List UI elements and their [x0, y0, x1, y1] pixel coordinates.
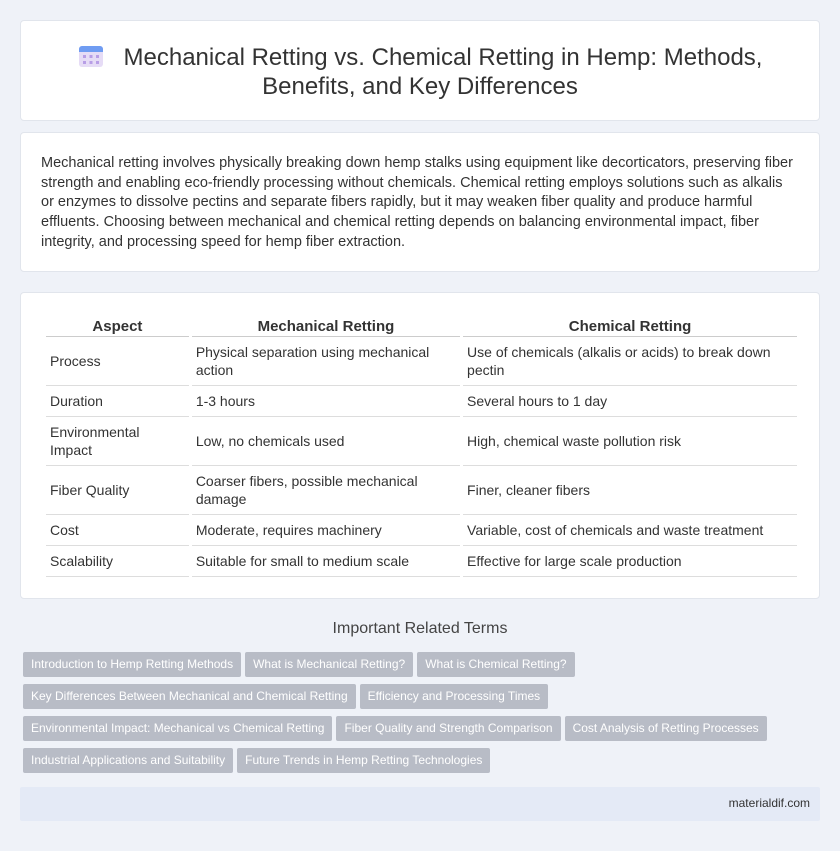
- table-row: [46, 417, 797, 466]
- table-cell: Low, no chemicals used: [192, 417, 460, 466]
- tag-link[interactable]: Efficiency and Processing Times: [360, 684, 549, 709]
- table-cell: Process: [46, 337, 189, 386]
- tag-link[interactable]: Fiber Quality and Strength Comparison: [336, 716, 560, 741]
- table-cell: Cost: [46, 515, 189, 546]
- related-terms-title: Important Related Terms: [332, 620, 508, 637]
- tag-link[interactable]: What is Mechanical Retting?: [245, 652, 413, 677]
- table-cell: Moderate, requires machinery: [192, 515, 460, 546]
- tag-link[interactable]: Future Trends in Hemp Retting Technologies: [237, 748, 490, 773]
- table-row: [46, 386, 797, 417]
- comparison-table: [43, 317, 800, 577]
- table-cell: Scalability: [46, 546, 189, 577]
- table-row: [46, 515, 797, 546]
- tag-link[interactable]: Key Differences Between Mechanical and Chemical Retting: [23, 684, 356, 709]
- tag-link[interactable]: Industrial Applications and Suitability: [23, 748, 233, 773]
- table-cell: Physical separation using mechanical action: [192, 337, 460, 386]
- table-cell: Use of chemicals (alkalis or acids) to break down pectin: [463, 337, 797, 386]
- table-cell: Environmental Impact: [46, 417, 189, 466]
- header-mechanical: Mechanical Retting: [192, 317, 460, 337]
- table-cell: Several hours to 1 day: [463, 386, 797, 417]
- tag-link[interactable]: Introduction to Hemp Retting Methods: [23, 652, 241, 677]
- title-card: [20, 20, 820, 121]
- table-row: [46, 337, 797, 386]
- footer: [20, 787, 820, 821]
- tag-link[interactable]: What is Chemical Retting?: [417, 652, 574, 677]
- comparison-card: [20, 292, 820, 599]
- calendar-icon: [78, 44, 104, 68]
- page-title: Mechanical Retting vs. Chemical Retting in Hemp: Methods, Benefits, and Key Differences: [123, 44, 763, 100]
- tag-link[interactable]: Environmental Impact: Mechanical vs Chemical Retting: [23, 716, 332, 741]
- table-cell: Finer, cleaner fibers: [463, 466, 797, 515]
- table-cell: Variable, cost of chemicals and waste treatment: [463, 515, 797, 546]
- table-row: [46, 466, 797, 515]
- header-aspect: Aspect: [46, 317, 189, 337]
- table-cell: Duration: [46, 386, 189, 417]
- table-header-row: [46, 317, 797, 337]
- table-cell: High, chemical waste pollution risk: [463, 417, 797, 466]
- table-cell: 1-3 hours: [192, 386, 460, 417]
- table-cell: Coarser fibers, possible mechanical damage: [192, 466, 460, 515]
- related-tags: [23, 652, 813, 780]
- table-cell: Fiber Quality: [46, 466, 189, 515]
- table-cell: Effective for large scale production: [463, 546, 797, 577]
- header-chemical: Chemical Retting: [463, 317, 797, 337]
- footer-site[interactable]: materialdif.com: [728, 796, 810, 810]
- tag-link[interactable]: Cost Analysis of Retting Processes: [565, 716, 767, 741]
- table-row: [46, 546, 797, 577]
- summary-card: [20, 132, 820, 272]
- summary-text: Mechanical retting involves physically breaking down hemp stalks using equipment like decorticators, preserving fiber strength and enabling eco-friendly processing without chemicals. Chemical retting employs solutions such as alkalis or enzymes to dissolve pectins and separate fibers rapidly, but it may weaken fiber quality and produce harmful effluents. Choosing between mechanical and chemical retting depends on balancing environmental impact, fiber integrity, and processing speed for hemp fiber extraction.: [41, 155, 793, 250]
- table-cell: Suitable for small to medium scale: [192, 546, 460, 577]
